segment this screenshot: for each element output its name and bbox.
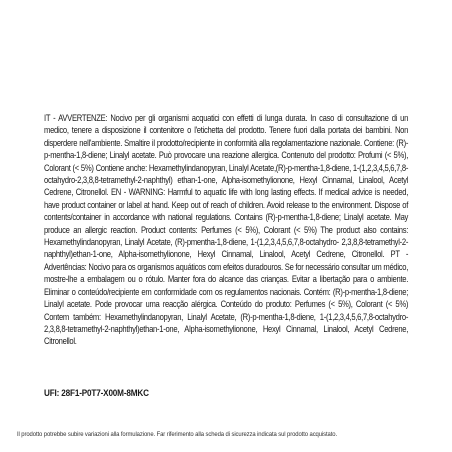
- ufi-code: UFI: 28F1-P0T7-X00M-8MKC: [44, 388, 149, 399]
- product-label-panel: [44, 112, 408, 348]
- formulation-disclaimer: Il prodotto potrebbe subire variazioni alla formulazione. Far riferimento alla scheda di sicurezza indicata sul prodotto acquistato.: [17, 431, 338, 438]
- safety-warnings-text: IT - AVVERTENZE: Nocivo per gli organismi acquatici con effetti di lunga durata. In caso di consultazione di un medico, tenere a disposizione il contenitore o l'etichetta del prodotto. Tenere fuori dalla portata dei bambini. Non disperdere nell'ambiente. Smaltire il prodotto/recipiente in conformità alla regolamentazione nazionale. Contiene: (R)-p-mentha-1,8-diene; Linalyl acetate. Può provocare una reazione allergica. Contenuto del prodotto: Profumi (< 5%), Colorant (< 5%) Contiene anche: Hexamethylindanopyran, Linalyl Acetate,(R)-p-mentha-1,8-diene, 1-(1,2,3,4,5,6,7,8-octahydro-2,3,8,8-tetramethyl-2-naphthyl) ethan-1-one, Alpha-isomethylionone, Hexyl Cinnamal, Linalool, Acetyl Cedrene, Citronellol. EN - WARNING: Harmful to aquatic life with long lasting effects. If medical advice is needed, have product container or label at hand. Keep out of reach of children. Avoid release to the environment. Dispose of contents/container in accordance with national regulations. Contains (R)-p-mentha-1,8-diene; Linalyl acetate. May produce an allergic reaction. Product contents: Perfumes (< 5%), Colorant (< 5%) The product also contains: Hexamethylindanopyran, Linalyl Acetate, (R)-pmentha-1,8-diene, 1-(1,2,3,4,5,6,7,8-octahydro- 2,3,8,8-tetramethyl-2-naphthyl)ethan-1-one, Alpha-isomethylionone, Hexyl Cinnamal, Linalool, Acetyl Cedrene, Citronellol. PT - Advertências: Nocivo para os organismos aquáticos com efeitos duradouros. Se for necessário consultar um médico, mostre-lhe a embalagem ou o rótulo. Manter fora do alcance das crianças. Evitar a libertação para o ambiente. Eliminar o conteúdo/recipiente em conformidade com os regulamentos nacionais. Contém: (R)-p-mentha-1,8-diene; Linalyl acetate. Pode provocar uma reacção alérgica. Conteúdo do produto: Perfumes (< 5%), Colorant (< 5%) Contem também: Hexamethylindanopyran, Linalyl Acetate, (R)-p-mentha-1,8-diene, 1-(1,2,3,4,5,6,7,8-octahydro-2,3,8,8-tetramethyl-2-naphthyl)ethan-1-one, Alpha-isomethylionone, Hexyl Cinnamal, Linalool, Acetyl Cedrene, Citronellol.: [44, 113, 409, 347]
